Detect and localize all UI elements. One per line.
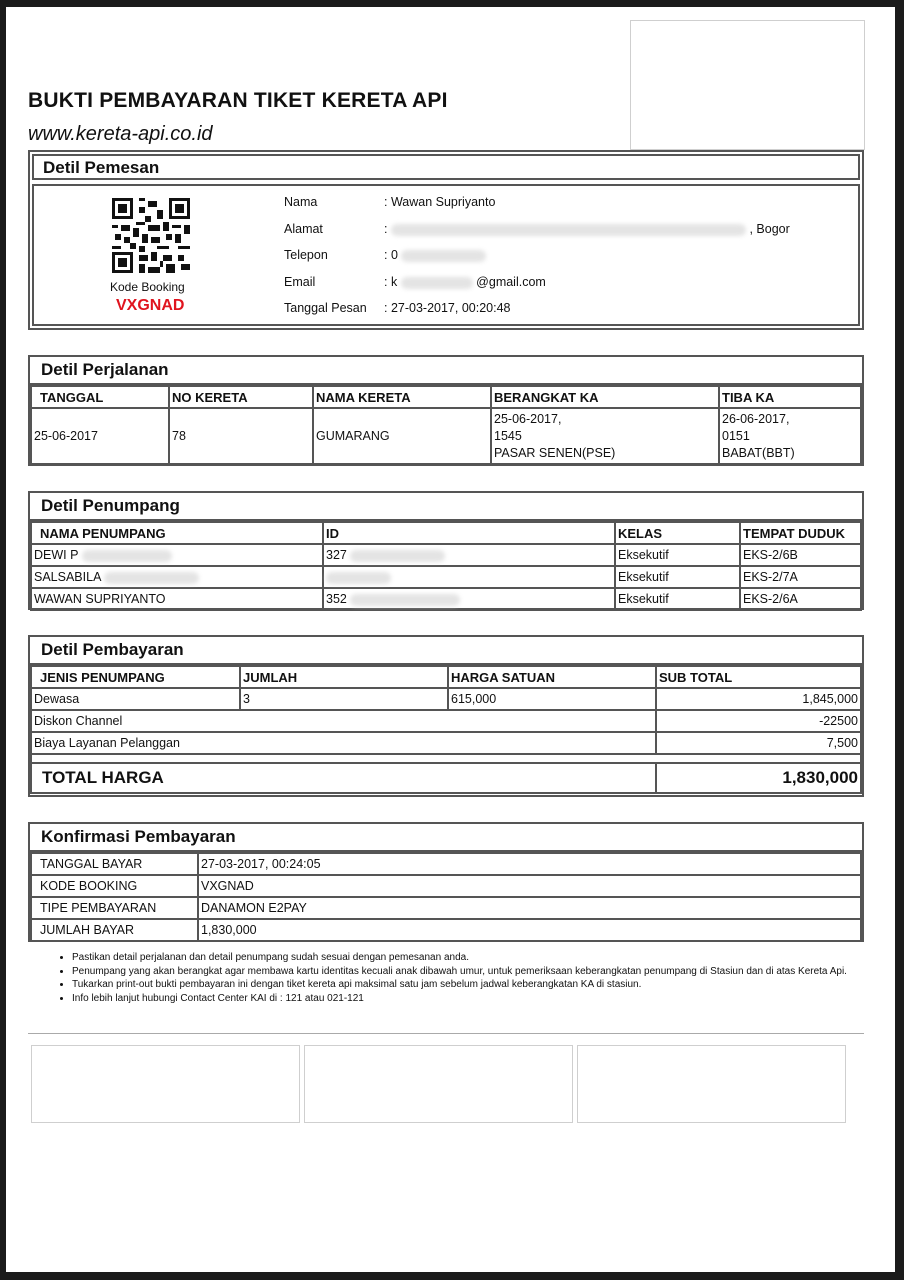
table-row: [31, 544, 861, 566]
konfirmasi-label: JUMLAH BAYAR: [31, 919, 198, 941]
col-header: NAMA PENUMPANG: [31, 522, 323, 544]
berangkat-date: 25-06-2017,: [494, 411, 562, 426]
cell-jenis: Dewasa: [31, 688, 240, 710]
table-row: [31, 588, 861, 610]
redacted-id: [350, 550, 445, 562]
id-text: 327: [326, 548, 347, 562]
table-row: [31, 919, 861, 941]
cell-harga: 615,000: [448, 688, 656, 710]
email-suffix: @gmail.com: [476, 275, 546, 289]
table-row: [31, 875, 861, 897]
col-header: HARGA SATUAN: [448, 666, 656, 688]
table-row-spacer: [31, 754, 861, 763]
section-title: Detil Pembayaran: [30, 637, 862, 665]
table-row: [31, 408, 861, 464]
section-title: Detil Perjalanan: [30, 357, 862, 385]
table-row: [31, 732, 861, 754]
total-value: 1,830,000: [656, 763, 861, 793]
cell-kelas: Eksekutif: [615, 566, 740, 588]
telepon-prefix: : 0: [384, 248, 398, 262]
berangkat-station: PASAR SENEN(PSE): [494, 445, 616, 460]
notes-list: [58, 951, 872, 1005]
table-row: [31, 688, 861, 710]
table-row: [31, 897, 861, 919]
redacted-nama: [82, 550, 172, 562]
cell-nama: [31, 544, 323, 566]
footer-box-2: [304, 1045, 573, 1123]
cell-layanan-value: 7,500: [656, 732, 861, 754]
nama-text: SALSABILA: [34, 570, 101, 584]
label-tanggal-pesan: Tanggal Pesan: [284, 301, 367, 315]
col-header: NO KERETA: [169, 386, 313, 408]
tiba-time: 0151: [722, 428, 750, 443]
col-header: KELAS: [615, 522, 740, 544]
cell-kelas: Eksekutif: [615, 588, 740, 610]
label-alamat: Alamat: [284, 222, 323, 236]
cell-no-kereta: 78: [169, 408, 313, 464]
cell-berangkat: [491, 408, 719, 464]
alamat-prefix: :: [384, 222, 388, 236]
konfirmasi-label: TIPE PEMBAYARAN: [31, 897, 198, 919]
table-row: [31, 566, 861, 588]
col-header: TANGGAL: [31, 386, 169, 408]
pemesan-inner-box: [32, 184, 860, 326]
redacted-id: [326, 572, 391, 584]
label-email: Email: [284, 275, 316, 289]
value-nama: : Wawan Supriyanto: [384, 195, 496, 209]
col-header: TIBA KA: [719, 386, 861, 408]
cell-duduk: EKS-2/6A: [740, 588, 861, 610]
tiba-date: 26-06-2017,: [722, 411, 790, 426]
redacted-id: [350, 594, 460, 606]
konfirmasi-label: TANGGAL BAYAR: [31, 853, 198, 875]
cell-kelas: Eksekutif: [615, 544, 740, 566]
value-alamat: [384, 222, 804, 236]
cell-id: [323, 566, 615, 588]
cell-tanggal: 25-06-2017: [31, 408, 169, 464]
cell-jumlah: 3: [240, 688, 448, 710]
kode-booking-code: VXGNAD: [116, 297, 185, 314]
value-email: [384, 275, 546, 289]
id-text: 352: [326, 592, 347, 606]
section-title: Detil Pemesan: [32, 154, 860, 180]
value-tanggal-pesan: : 27-03-2017, 00:20:48: [384, 301, 511, 315]
cell-id: [323, 588, 615, 610]
konfirmasi-value: 27-03-2017, 00:24:05: [198, 853, 861, 875]
qr-code-icon: [112, 198, 190, 273]
cell-nama: [31, 566, 323, 588]
alamat-suffix: , Bogor: [749, 222, 790, 236]
email-prefix: : k: [384, 275, 398, 289]
section-detil-pembayaran: [28, 635, 864, 797]
redacted-email: [401, 277, 473, 289]
col-header: TEMPAT DUDUK: [740, 522, 861, 544]
cell-layanan-label: Biaya Layanan Pelanggan: [31, 732, 656, 754]
col-header: BERANGKAT KA: [491, 386, 719, 408]
redacted-telepon: [401, 250, 486, 262]
label-nama: Nama: [284, 195, 318, 209]
note-item: • Info lebih lanjut hubungi Contact Center KAI di : 121 atau 021-121: [72, 992, 872, 1006]
tiba-station: BABAT(BBT): [722, 445, 795, 460]
konfirmasi-value: 1,830,000: [198, 919, 861, 941]
footer-box-3: [577, 1045, 846, 1123]
table-row: [31, 853, 861, 875]
note-item: • Tukarkan print-out bukti pembayaran ini dengan tiket kereta api maksimal satu jam sebelum jadwal keberangkatan KA di stasiun.: [72, 978, 872, 992]
photo-placeholder-box: [630, 20, 865, 150]
redacted-alamat: [391, 224, 746, 236]
spacer-cell: [31, 754, 861, 763]
cell-duduk: EKS-2/7A: [740, 566, 861, 588]
penumpang-table: [30, 521, 862, 611]
cell-duduk: EKS-2/6B: [740, 544, 861, 566]
cell-subtotal: 1,845,000: [656, 688, 861, 710]
section-detil-penumpang: [28, 491, 864, 610]
col-header: ID: [323, 522, 615, 544]
label-telepon: Telepon: [284, 248, 328, 262]
section-title: Detil Penumpang: [30, 493, 862, 521]
cell-diskon-label: Diskon Channel: [31, 710, 656, 732]
note-item: • Pastikan detail perjalanan dan detail penumpang sudah sesuai dengan pemesanan anda.: [72, 951, 872, 965]
pembayaran-table: [30, 665, 862, 794]
konfirmasi-value: DANAMON E2PAY: [198, 897, 861, 919]
website-url[interactable]: www.kereta-api.co.id: [28, 123, 213, 145]
perjalanan-table: [30, 385, 862, 465]
konfirmasi-table: [30, 852, 862, 942]
kode-booking-label: Kode Booking: [110, 280, 185, 294]
nama-text: DEWI P: [34, 548, 79, 562]
total-label: TOTAL HARGA: [31, 763, 656, 793]
cell-nama-kereta: GUMARANG: [313, 408, 491, 464]
receipt-page: [6, 7, 895, 1272]
cell-tiba: [719, 408, 861, 464]
cell-diskon-value: -22500: [656, 710, 861, 732]
section-detil-pemesan: [28, 150, 864, 330]
total-row: [31, 763, 861, 793]
redacted-nama: [104, 572, 199, 584]
table-row: [31, 710, 861, 732]
footer-box-1: [31, 1045, 300, 1123]
footer-divider: [28, 1033, 864, 1034]
col-header: SUB TOTAL: [656, 666, 861, 688]
cell-nama: WAWAN SUPRIYANTO: [31, 588, 323, 610]
konfirmasi-label: KODE BOOKING: [31, 875, 198, 897]
cell-id: [323, 544, 615, 566]
berangkat-time: 1545: [494, 428, 522, 443]
document-title: BUKTI PEMBAYARAN TIKET KERETA API: [28, 89, 448, 112]
col-header: JUMLAH: [240, 666, 448, 688]
col-header: NAMA KERETA: [313, 386, 491, 408]
section-konfirmasi-pembayaran: [28, 822, 864, 942]
note-item: • Penumpang yang akan berangkat agar membawa kartu identitas kecuali anak dibawah umur, untuk pemeriksaan keberangkatan penumpang di Stasiun dan di atas Kereta Api.: [72, 965, 872, 979]
section-title: Konfirmasi Pembayaran: [30, 824, 862, 852]
konfirmasi-value: VXGNAD: [198, 875, 861, 897]
col-header: JENIS PENUMPANG: [31, 666, 240, 688]
section-detil-perjalanan: [28, 355, 864, 466]
value-telepon: [384, 248, 486, 262]
